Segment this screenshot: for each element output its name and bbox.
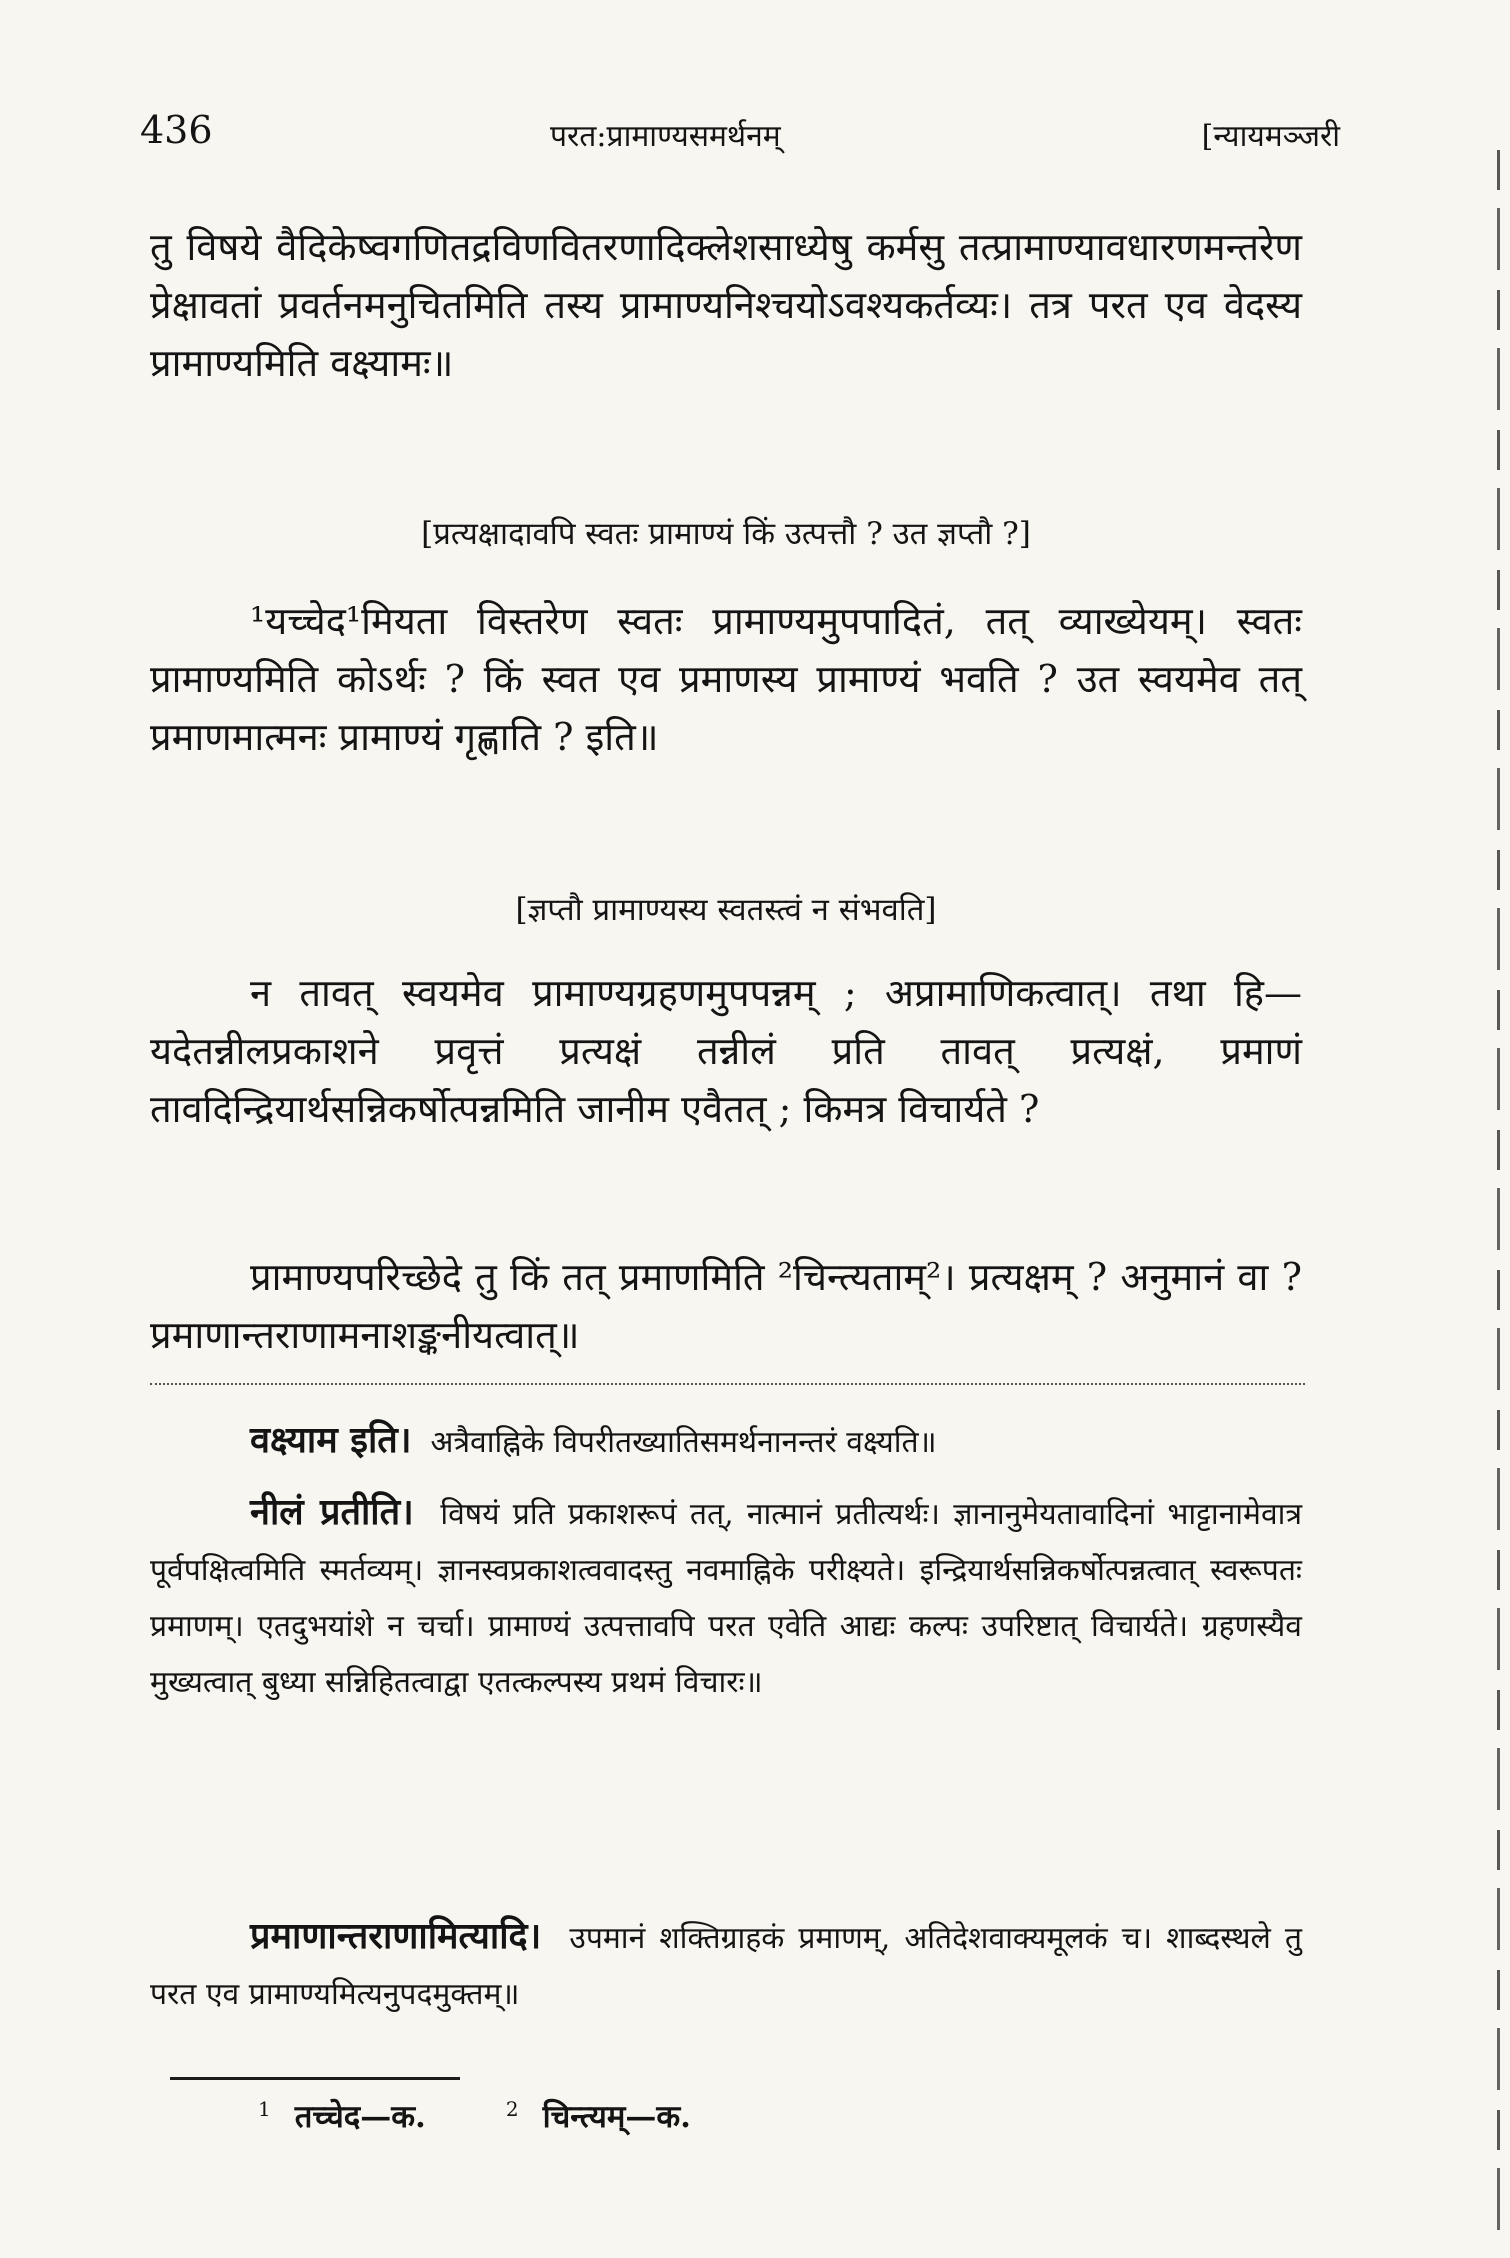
commentary-2 <box>150 1484 1302 1711</box>
commentary-1-lead: वक्ष्याम इति। <box>250 1419 412 1461</box>
commentary-1 <box>150 1412 1302 1471</box>
footnote-rule <box>170 2077 460 2080</box>
footnote-1-number: 1 <box>258 2096 271 2121</box>
page-header <box>140 108 1340 168</box>
paragraph-4: प्रामाण्यपरिच्छेदे तु किं तत् प्रमाणमिति ²चिन्त्यताम्²। प्रत्यक्षम् ? अनुमानं वा ? प्रमाणान्तराणामनाशङ्कनीयत्वात्॥ <box>150 1255 1302 1357</box>
section-heading-1: [प्रत्यक्षादावपि स्वतः प्रामाण्यं किं उत्पत्तौ ? उत ज्ञप्तौ ?] <box>421 516 1031 552</box>
commentary-divider <box>150 1383 1305 1385</box>
paragraph-3: न तावत् स्वयमेव प्रामाण्यग्रहणमुपपन्नम् ; अप्रामाणिकत्वात्। तथा हि—यदेतन्नीलप्रकाशने प्रवृत्तं प्रत्यक्षं तन्नीलं प्रति तावत् प्रत्यक्षं, प्रमाणं तावदिन्द्रियार्थसन्निकर्षोत्पन्नमिति जानीम एवैतत् ; किमत्र विचार्यते ? <box>150 971 1302 1131</box>
page-edge-shadow <box>1497 150 1500 2230</box>
footnotes <box>258 2095 691 2137</box>
page-number: 436 <box>140 108 213 152</box>
commentary-2-lead: नीलं प्रतीति। <box>250 1491 414 1533</box>
footnote-2-text: चिन्त्यम्—क. <box>542 2099 691 2135</box>
commentary-1-text: अत्रैवाह्निके विपरीतख्यातिसमर्थनानन्तरं वक्ष्यति॥ <box>430 1425 937 1460</box>
paragraph-1: तु विषये वैदिकेष्वगणितद्रविणवितरणादिक्लेशसाध्येषु कर्मसु तत्प्रामाण्यावधारणमन्तरेण प्रेक्षावतां प्रवर्तनमनुचितमिति तस्य प्रामाण्यनिश्चयोऽवश्यकर्तव्यः। तत्र परत एव वेदस्य प्रामाण्यमिति वक्ष्यामः॥ <box>150 225 1302 385</box>
footnote-2-number: 2 <box>505 2096 519 2121</box>
paragraph-2: ¹यच्चेद¹मियता विस्तरेण स्वतः प्रामाण्यमुपपादितं, तत् व्याख्येयम्। स्वतः प्रामाण्यमिति कोऽर्थः ? किं स्वत एव प्रमाणस्य प्रामाण्यं भवति ? उत स्वयमेव तत् प्रमाणमात्मनः प्रामाण्यं गृह्णाति ? इति॥ <box>150 599 1302 759</box>
running-title: परत:प्रामाण्यसमर्थनम् <box>550 119 781 154</box>
section-heading-2: [ज्ञप्तौ प्रामाण्यस्य स्वतस्त्वं न संभवति] <box>515 892 937 928</box>
book-title: [न्यायमञ्जरी <box>1201 119 1340 154</box>
footnote-1-text: तच्चेद—क. <box>294 2099 426 2135</box>
commentary-3-lead: प्रमाणान्तराणामित्यादि। <box>250 1915 542 1957</box>
commentary-3 <box>150 1908 1302 2023</box>
commentary-2-text: विषयं प्रति प्रकाशरूपं तत्, नात्मानं प्रतीत्यर्थः। ज्ञानानुमेयतावादिनां भाट्टानामेवात्र पूर्वपक्षित्वमिति स्मर्तव्यम्। ज्ञानस्वप्रकाशत्ववादस्तु नवमाह्निके परीक्ष्यते। इन्द्रियार्थसन्निकर्षोत्पन्नत्वात् स्वरूपतः प्रमाणम्। एतदुभयांशे न चर्चा। प्रामाण्यं उत्पत्तावपि परत एवेति आद्यः कल्पः उपरिष्टात् विचार्यते। ग्रहणस्यैव मुख्यत्वात् बुध्या सन्निहितत्वाद्वा एतत्कल्पस्य प्रथमं विचारः॥ <box>150 1497 1303 1700</box>
commentary-3-text: उपमानं शक्तिग्राहकं प्रमाणम्, अतिदेशवाक्यमूलकं च। शाब्दस्थले तु परत एव प्रामाण्यमित्यनुपदमुक्तम्॥ <box>150 1921 1303 2012</box>
